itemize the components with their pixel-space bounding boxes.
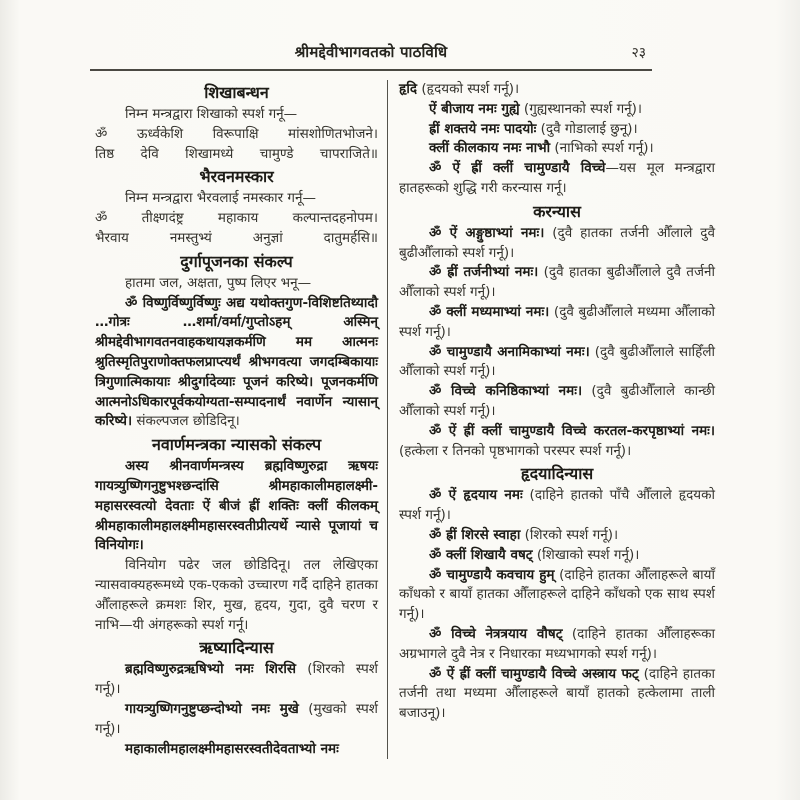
section-heading xyxy=(399,461,715,486)
section-heading xyxy=(399,199,715,224)
mantra-text: करन्यास xyxy=(533,201,581,221)
body-text: ॐ तीक्ष्णदंष्ट्र महाकाय कल्पान्तदहनोपम। xyxy=(95,210,378,227)
mantra-text: शिखाबन्धन xyxy=(204,83,269,102)
text-block xyxy=(399,625,715,665)
body-text: (दाहिने हातका औँलाहरूका अग्रभागले दुवै नेत्र र निधारका मध्यभागको स्पर्श गर्नू)। xyxy=(399,625,715,662)
text-block xyxy=(95,660,378,700)
section-heading xyxy=(95,80,378,105)
body-text: (दुवै बुढीऔँलाले मध्यमा औँलाको स्पर्श गर्नू)। xyxy=(399,303,715,340)
mantra-text: हृदयादिन्यास xyxy=(520,464,594,484)
body-text: (नाभिको स्पर्श गर्नू)। xyxy=(550,140,654,157)
verse-line xyxy=(95,209,378,229)
text-block xyxy=(399,159,715,199)
text-block xyxy=(95,457,378,556)
mantra-text: ॐ विच्चे कनिष्ठिकाभ्यां नमः। xyxy=(429,383,583,400)
mantra-text: ॐ चामुण्डायै अनामिकाभ्यां नमः। xyxy=(429,343,590,360)
body-text: निम्न मन्त्रद्वारा भैरवलाई नमस्कार गर्नू— xyxy=(125,190,316,207)
left-column xyxy=(95,80,387,759)
section-heading xyxy=(95,249,378,274)
mantra-text: ॐ विष्णुर्विष्णुर्विष्णुः अद्य यथोक्तगुण-विशिष्टतिथ्यादौ …गोत्रः …शर्मा/वर्मा/गुप्तोऽहम् अस्मिन् श्रीमद्देवीभागवतनवाहकथायज्ञकर्मणि मम आत्मनः श्रुतिस्मृतिपुराणोक्तफलप्राप्त्यर्थं श्रीभगवत्या जगदम्बिकायाः त्रिगुणात्मिकायाः श्रीदुर्गादेव्याः पूजनं करिष्ये। पूजनकर्मणि आत्मनोऽधिकारपूर्वकयोग्यता-सम्पादनार्थं नवार्णेन न्यासान् करिष्ये। xyxy=(95,294,378,430)
mantra-text: अस्य श्रीनवार्णमन्त्रस्य ब्रह्मविष्णुरुद्रा ऋषयः गायत्र्युष्णिगनुष्टुभश्छन्दांसि श्रीमहाकालीमहालक्ष्मी-महासरस्वत्यो देवताः ऐं बीजं ह्रीं शक्तिः क्लीं कीलकम् श्रीमहाकालीमहालक्ष्मीमहासरस्वतीप्रीत्यर्थे न्यासे पूजायां च विनियोगः। xyxy=(95,458,378,554)
mantra-text: ॐ ह्रीं शिरसे स्वाहा xyxy=(429,526,521,543)
text-block xyxy=(399,665,715,724)
text-block xyxy=(399,303,715,343)
page-header xyxy=(90,42,652,64)
text-block xyxy=(95,189,378,209)
body-text: तिष्ठ देवि शिखामध्ये चामुण्डे चापराजिते॥ xyxy=(95,145,378,162)
body-text: (मुखको स्पर्श गर्नू)। xyxy=(95,700,378,737)
text-block xyxy=(399,526,715,546)
body-text: (दुवै हातका बुढीऔँलाले दुवै तर्जनी औँलाको स्पर्श गर्नू)। xyxy=(399,264,715,301)
text-block xyxy=(399,343,715,383)
right-column xyxy=(387,80,715,759)
mantra-text: ॐ ह्रीं तर्जनीभ्यां नमः। xyxy=(429,264,539,281)
mantra-text: दुर्गापूजनका संकल्प xyxy=(180,251,293,271)
body-text: (दुवै बुढीऔँलाले कान्छी औँलाको स्पर्श गर्नू)। xyxy=(399,383,715,419)
section-heading xyxy=(95,432,378,457)
body-text: संकल्पजल छोडिदिनू। xyxy=(132,413,240,430)
text-block xyxy=(399,263,715,303)
body-text: (दुवै गोडालाई छुनू)। xyxy=(536,120,638,137)
mantra-text: हृदि xyxy=(399,81,418,97)
text-block xyxy=(399,566,715,625)
text-block xyxy=(399,120,715,140)
text-block xyxy=(95,105,378,125)
text-block xyxy=(95,700,378,740)
body-text: (दुवै बुढीऔँलाले साहिँली औँलाको स्पर्श गर्नू)। xyxy=(399,343,715,380)
body-text: ॐ ऊर्ध्वकेशि विरूपाक्षि मांसशोणितभोजने। xyxy=(95,125,378,142)
body-text: (शिरको स्पर्श गर्नू)। xyxy=(95,661,378,698)
mantra-text: ॐ चामुण्डायै कवचाय हुम् xyxy=(429,566,555,583)
text-block xyxy=(399,100,715,120)
mantra-text: ॐ क्लीं मध्यमाभ्यां नमः। xyxy=(429,303,550,320)
mantra-text: ह्रीं शक्तये नमः पादयोः xyxy=(429,120,537,137)
body-text: भैरवाय नमस्तुभ्यं अनुज्ञां दातुमर्हसि॥ xyxy=(95,229,378,246)
section-heading xyxy=(95,164,378,189)
body-text: —यस मूल मन्त्रद्वारा हातहरूको शुद्धि गरी करन्यास गर्नू। xyxy=(399,160,715,196)
body-text: (दाहिने हातको पाँचै औँलाले हृदयको स्पर्श गर्नू)। xyxy=(399,487,715,524)
body-text: (दाहिने हातका तर्जनी तथा मध्यमा औँलाहरूले बायाँ हातको हत्केलामा ताली बजाउनू)। xyxy=(399,665,715,722)
body-text: (दाहिने हातका औँलाहरूले बायाँ काँधको र बायाँ हातका औँलाहरूले दाहिने काँधको एक साथ स्पर्श गर्नू)। xyxy=(399,566,715,623)
text-block xyxy=(95,274,378,294)
two-column-text xyxy=(95,80,715,759)
text-block xyxy=(95,294,378,433)
mantra-text: ॐ ऐं हृदयाय नमः xyxy=(429,487,523,504)
text-block xyxy=(399,80,715,100)
mantra-text: ॐ ऐं अङ्गुष्ठाभ्यां नमः। xyxy=(429,224,545,241)
running-title: श्रीमद्देवीभागवतको पाठविधि xyxy=(294,43,448,61)
mantra-text: महाकालीमहालक्ष्मीमहासरस्वतीदेवताभ्यो नमः xyxy=(125,740,339,757)
mantra-text: ऐं बीजाय नमः गुह्ये xyxy=(429,100,520,117)
body-text: विनियोग पढेर जल छोडिदिनू। तल लेखिएका न्यासवाक्यहरूमध्ये एक-एकको उच्चारण गर्दै दाहिने हातका औँलाहरूले क्रमशः शिर, मुख, हृदय, गुदा, दुवै चरण र नाभि—यी अंगहरूको स्पर्श गर्नू। xyxy=(95,557,378,633)
header-rule xyxy=(90,69,652,71)
section-heading xyxy=(95,635,378,660)
body-text: (शिरको स्पर्श गर्नू)। xyxy=(520,526,619,543)
mantra-text: ऋष्यादिन्यास xyxy=(199,638,274,658)
verse-line xyxy=(95,229,378,249)
body-text: निम्न मन्त्रद्वारा शिखाको स्पर्श गर्नू— xyxy=(125,106,298,122)
mantra-text: ॐ क्लीं शिखायै वषट् xyxy=(429,546,533,563)
page-number: २३ xyxy=(631,45,646,61)
verse-line xyxy=(95,145,378,165)
body-text: (शिखाको स्पर्श गर्नू)। xyxy=(532,546,640,563)
mantra-text: गायत्र्युष्णिगनुष्टुप्छन्दोभ्यो नमः मुखे xyxy=(125,700,299,717)
mantra-text: ॐ ऐं ह्रीं क्लीं चामुण्डायै विच्चे करतल-करपृष्ठाभ्यां नमः। xyxy=(429,422,715,439)
body-text: (गुह्यस्थानको स्पर्श गर्नू)। xyxy=(519,100,643,117)
text-block xyxy=(399,546,715,566)
text-block xyxy=(399,139,715,159)
text-block xyxy=(399,422,715,462)
text-block xyxy=(399,486,715,526)
mantra-text: ॐ विच्चे नेत्रत्रयाय वौषट् xyxy=(429,625,563,642)
mantra-text: ब्रह्मविष्णुरुद्रऋषिभ्यो नमः शिरसि xyxy=(125,661,297,678)
text-block xyxy=(399,382,715,422)
mantra-text: ॐ ऐं ह्रीं क्लीं चामुण्डायै विच्चे अस्त्राय फट् xyxy=(429,665,639,682)
mantra-text: ॐ ऐं ह्रीं क्लीं चामुण्डायै विच्चे xyxy=(429,160,606,177)
mantra-text: क्लीं कीलकाय नमः नाभौ xyxy=(429,140,551,157)
text-block xyxy=(95,740,378,760)
body-text: (दुवै हातका तर्जनी औँलाले दुवै बुढीऔँलाको स्पर्श गर्नू)। xyxy=(399,224,715,261)
mantra-text: भैरवनमस्कार xyxy=(199,167,274,187)
verse-line xyxy=(95,125,378,145)
body-text: (हृदयको स्पर्श गर्नू)। xyxy=(417,81,520,97)
body-text: हातमा जल, अक्षता, पुष्प लिएर भनू— xyxy=(125,274,312,291)
text-block xyxy=(95,556,378,635)
body-text: (हत्केला र तिनको पृष्ठभागको परस्पर स्पर्श गर्नू)। xyxy=(399,442,632,459)
mantra-text: नवार्णमन्त्रका न्यासको संकल्प xyxy=(151,435,322,455)
text-block xyxy=(399,224,715,264)
